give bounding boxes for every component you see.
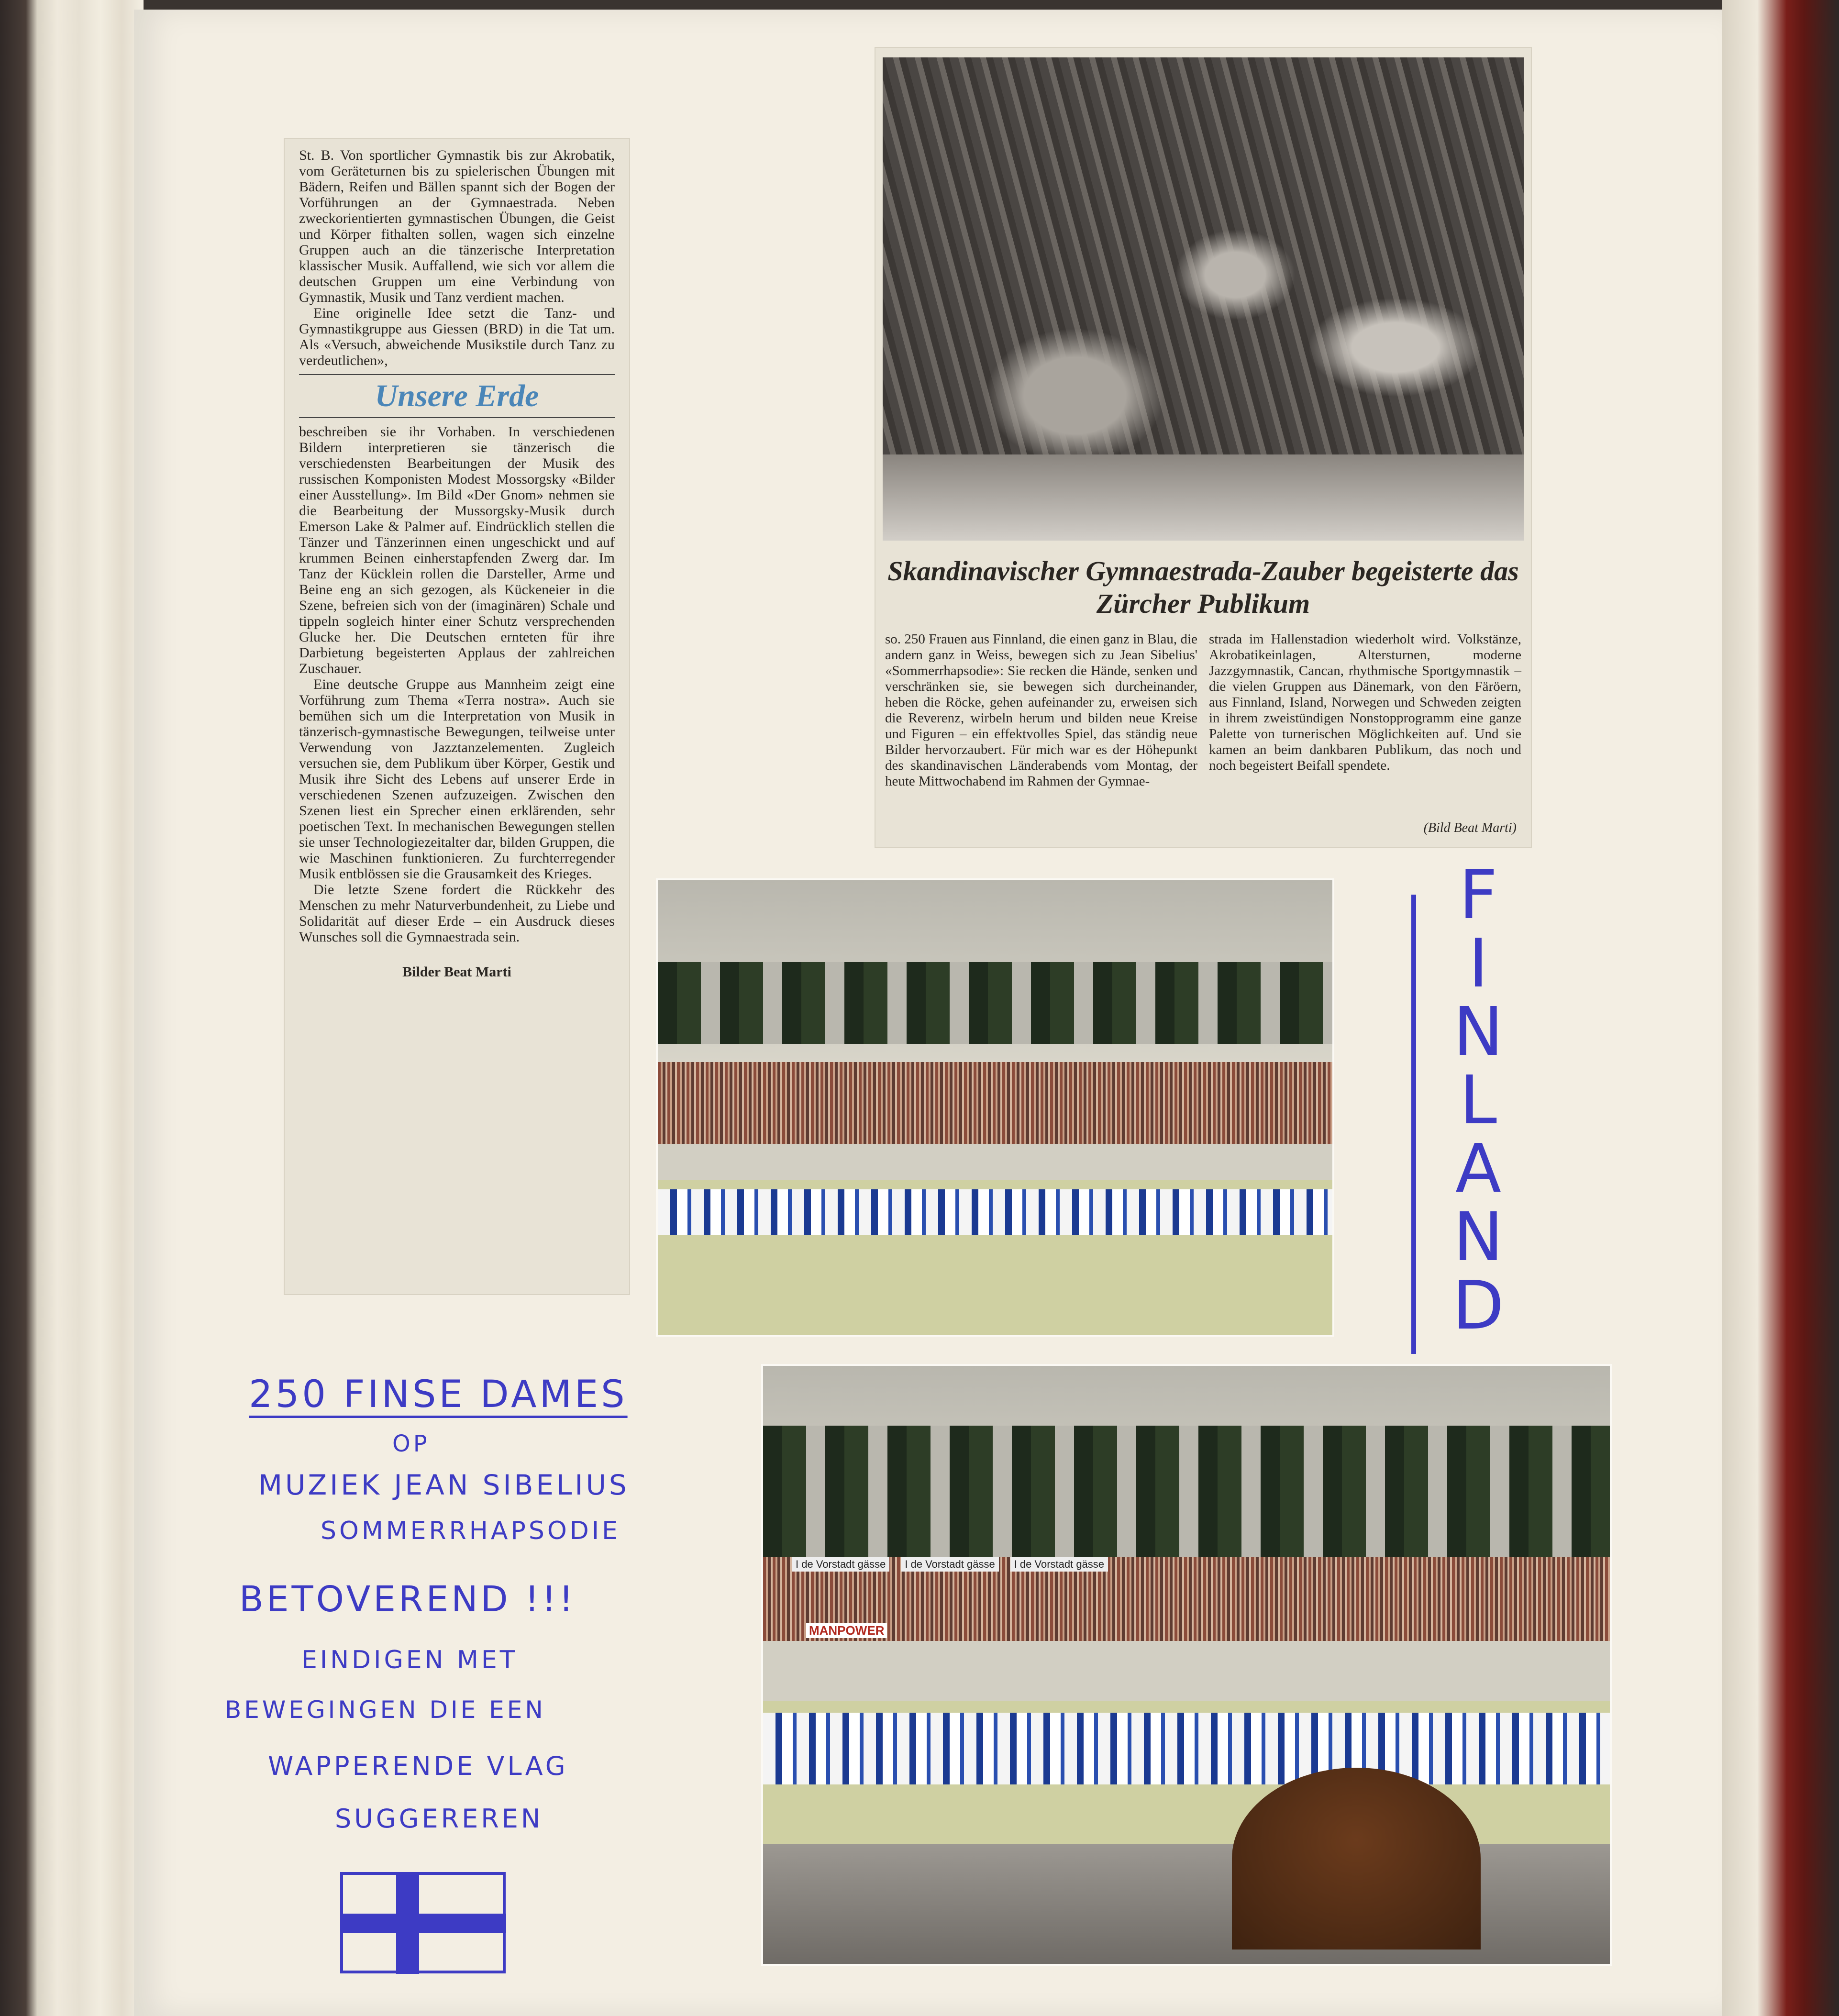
handwritten-finland [1430, 856, 1526, 1345]
clipping-columns [885, 631, 1521, 789]
banner-sign: I de Vorstadt gässe [901, 1557, 998, 1572]
finnish-flag-drawing [340, 1871, 507, 1976]
photo-credit: (Bild Beat Marti) [1423, 820, 1517, 835]
handwritten-line-8: WAPPERENDE VLAG [268, 1751, 568, 1781]
sponsor-sign: MANPOWER [806, 1623, 887, 1638]
handwritten-letter: L [1460, 1062, 1497, 1140]
handwritten-line-4: SOMMERRHAPSODIE [321, 1517, 620, 1545]
handwritten-letter: N [1453, 1198, 1504, 1276]
handwritten-letter: A [1455, 1130, 1501, 1208]
clipping-paragraph: St. B. Von sportlicher Gymnastik bis zur Akrobatik, vom Geräteturnen bis zu spielerischen Übungen mit Bädern, Reifen und Bällen spannt sich der Bogen der Vorführungen an der Gymnaestrada. Neben zweckorientierten gymnastischen Übungen, die Geist und Körper fithalten sollen, wagen sich einzelne Gruppen auch an die tänzerische Interpretation klassischer Musik. Auffallend, wie sich vor allem die deutschen Gruppen um eine Verbindung von Gymnastik, Musik und Tanz verdient machen. [299, 147, 615, 305]
clipping-headline: Skandinavischer Gymnaestrada-Zauber begeisterte das Zürcher Publikum [887, 555, 1519, 619]
handwritten-letter: F [1459, 856, 1498, 934]
handwritten-line-9: SUGGEREREN [335, 1804, 543, 1834]
book-cover-right [1722, 0, 1839, 2016]
trees [658, 962, 1332, 1044]
dancers-photo-bw [883, 57, 1524, 541]
banner-sign: I de Vorstadt gässe [792, 1557, 889, 1572]
clipping-paragraph: Eine deutsche Gruppe aus Mannheim zeigt eine Vorführung zum Thema «Terra nostra». Auch sie bemühen sich um die Interpretation von Musik in tänzerisch-gymnastische Bewegungen, teilweise unter Verwendung von Jazztanzelementen. Zugleich versuchen sie, dem Publikum über Körper, Gestik und Musik ihre Sicht des Lebens auf unserer Erde in verschiedenen Szenen aufzuzeigen. Zwischen den Szenen liest ein Sprecher einen erklärenden, sehr poetischen Text. In mechanischen Bewegungen stellen sie unser Technologiezeitalter dar, bilden Gruppen, die wie Maschinen funktionieren. Zu furchterregender Musik entblössen sie die Grausamkeit des Krieges. [299, 676, 615, 882]
stadium-photo-1 [658, 880, 1332, 1335]
handwritten-line-7: BEWEGINGEN DIE EEN [225, 1696, 546, 1724]
dancers-formation [658, 1189, 1332, 1235]
dancers-formation [763, 1713, 1610, 1784]
banner-row [792, 1557, 1108, 1572]
clipping-credit: Bilder Beat Marti [402, 964, 511, 980]
crowd-stands [658, 1062, 1332, 1144]
stage-floor [883, 454, 1524, 541]
handwritten-line-6: EINDIGEN MET [301, 1646, 518, 1674]
handwritten-letter: N [1453, 993, 1504, 1071]
newspaper-clipping-unsere-erde [285, 139, 629, 1294]
clipping-column: so. 250 Frauen aus Finnland, die einen ganz in Blau, die andern ganz in Weiss, bewegen sich zu Jean Sibelius' «Sommerrhapsodie»: Sie recken die Hände, senken und verschränken sie, sie bewegen sich durcheinander, heben die Röcke, gehen aufeinander zu, erweisen sich die Reverenz, wirbeln herum und bilden neue Kreise und Figuren – ein effektvolles Spiel, das ständig neue Bilder hervorzaubert. Für mich war es der Höhepunkt des skandinavischen Länderabends vom Montag, der heute Mittwochabend im Rahmen der Gymnae- [885, 631, 1197, 789]
clipping-paragraph: Die letzte Szene fordert die Rückkehr des Menschen zu mehr Naturverbundenheit, zu Liebe und Solidarität auf dieser Erde – ein Ausdruck dieses Wunsches soll die Gymnaestrada sein. [299, 882, 615, 945]
clipping-paragraph: Eine originelle Idee setzt die Tanz- und Gymnastikgruppe aus Giessen (BRD) in die Tat um. Als «Versuch, abweichende Musikstile durch Tanz zu verdeutlichen», [299, 305, 615, 368]
handwritten-line-5: BETOVEREND !!! [239, 1579, 576, 1620]
handwritten-line-3: MUZIEK JEAN SIBELIUS [258, 1469, 630, 1501]
handwritten-finland-text [1430, 856, 1526, 1345]
handwritten-line [1411, 895, 1416, 1354]
stand-railing [763, 1844, 1610, 1964]
clipping-column: strada im Hallenstadion wiederholt wird. Volkstänze, Akrobatikeinlagen, Altersturnen, moderne Jazzgymnastik, Cancan, rhythmische Sportgymnastik – die vielen Gruppen aus Dänemark, von den Färöern, aus Finnland, Island, Norwegen und Schweden zeigten in ihrem zweistündigen Nonstopprogramm eine ganze Palette von turnerischen Möglichkeiten auf. Und sie kamen an beim dankbaren Publikum, das noch und noch begeistert Beifall spendete. [1209, 631, 1521, 773]
clipping-paragraph: beschreiben sie ihr Vorhaben. In verschiedenen Bildern interpretieren sie tänzerisch die verschiedensten Bearbeitungen der Musik des russischen Komponisten Modest Mossorgsky «Bilder einer Ausstellung». Im Bild «Der Gnom» nehmen sie die Bearbeitung der Mussorgsky-Musik durch Emerson Lake & Palmer auf. Eindrücklich stellen die Tänzer und Tänzerinnen einen ungeschickt und auf krummen Beinen einherstapfenden Zwerg dar. Im Tanz der Kücklein rollen die Darsteller, Arme und Beine eng an sich gezogen, als Kückeneier in die Szene, befreien sich von der (imaginären) Schale und tippeln sogleich hinter einer Schutz versprechenden Glucke her. Die Deutschen ernteten für ihre Darbietung begeisterten Applaus der zahlreichen Zuschauer. [299, 424, 615, 676]
newspaper-clipping-gymnaestrada [875, 48, 1531, 847]
track-bank [763, 1641, 1610, 1701]
track-bank [658, 1144, 1332, 1180]
handwritten-line-1: 250 FINSE DAMES [249, 1373, 628, 1416]
handwritten-letter: D [1452, 1267, 1504, 1345]
handwritten-line-2: OP [392, 1430, 430, 1457]
clipping-headline: Unsere Erde [299, 374, 615, 418]
spectator-head [1232, 1768, 1481, 1950]
stadium-photo-2 [763, 1366, 1610, 1964]
book-page-stack-left [0, 0, 144, 2016]
banner-sign: I de Vorstadt gässe [1010, 1557, 1108, 1572]
trees [763, 1426, 1610, 1557]
handwritten-letter: I [1468, 925, 1488, 1003]
